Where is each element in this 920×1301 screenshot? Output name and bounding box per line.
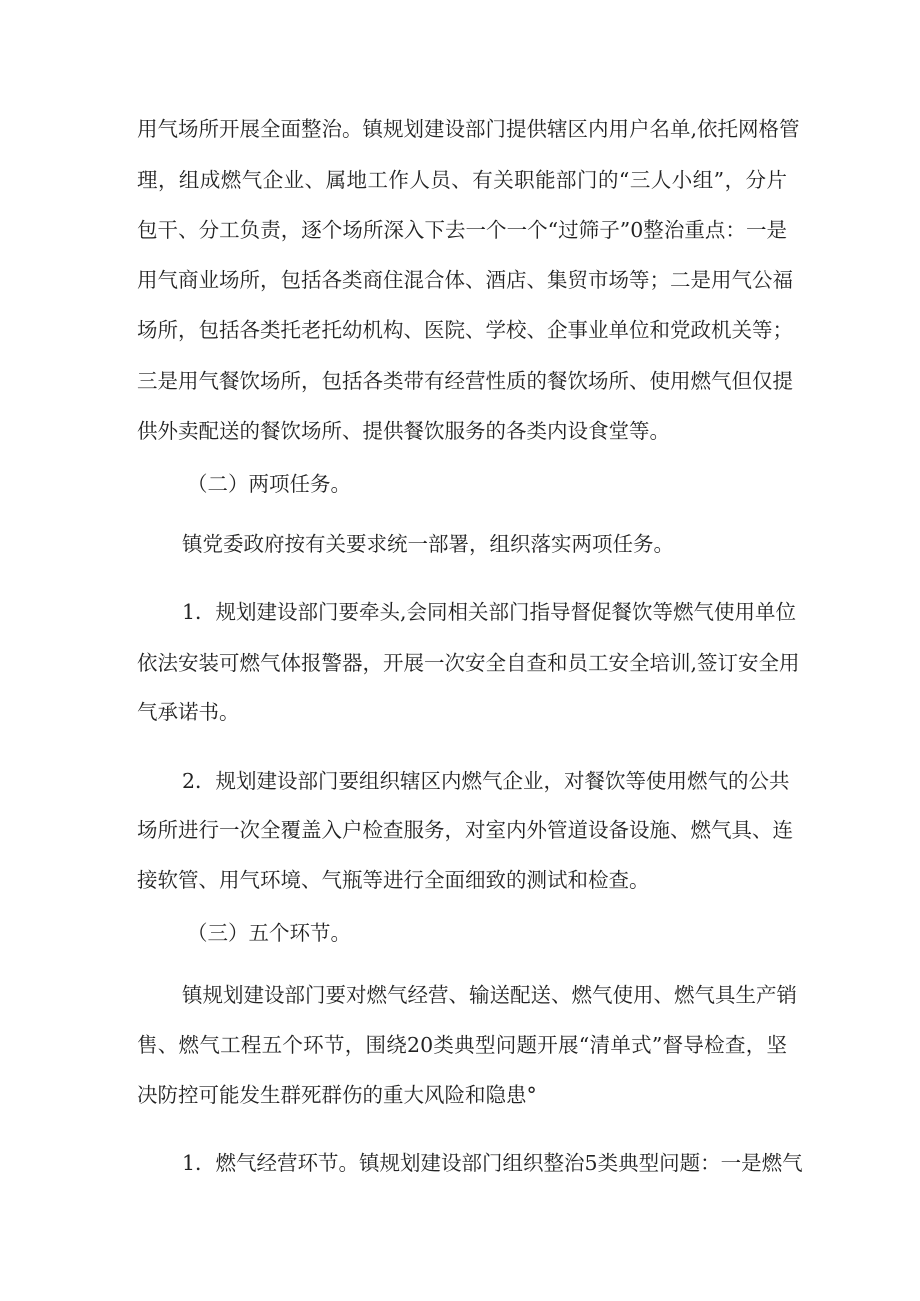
paragraph-line: 用气场所开展全面整治。镇规划建设部门提供辖区内用户名单,依托网格管 [137,117,800,141]
paragraph-line: 场所进行一次全覆盖入户检查服务，对室内外管道设备设施、燃气具、连 [137,818,793,842]
paragraph-line: 镇党委政府按有关要求统一部署，组织落实两项任务。 [182,532,674,556]
paragraph-line: 理，组成燃气企业、属地工作人员、有关职能部门的“三人小组”，分片 [137,168,787,192]
paragraph-line: 用气商业场所，包括各类商住混合体、酒店、集贸市场等；二是用气公福 [137,268,793,292]
paragraph-line: 场所，包括各类托老托幼机构、医院、学校、企事业单位和党政机关等； [137,318,793,342]
paragraph-line: 接软管、用气环境、气瓶等进行全面细致的测试和检查。 [137,868,650,892]
paragraph-line: 1．燃气经营环节。镇规划建设部门组织整治5类典型问题：一是燃气 [182,1151,803,1175]
paragraph-line: 2．规划建设部门要组织辖区内燃气企业，对餐饮等使用燃气的公共 [182,769,790,793]
paragraph-line: 1．规划建设部门要牵头,会同相关部门指导督促餐饮等燃气使用单位 [182,600,797,624]
paragraph-line: 依法安装可燃气体报警器，开展一次安全自查和员工安全培训,签订安全用 [137,651,800,675]
paragraph-line: 镇规划建设部门要对燃气经营、输送配送、燃气使用、燃气具生产销 [182,983,797,1007]
section-heading: （二）两项任务。 [187,472,351,496]
paragraph-line: 三是用气餐饮场所，包括各类带有经营性质的餐饮场所、使用燃气但仅提 [137,369,793,393]
section-heading: （三）五个环节。 [187,921,351,945]
paragraph-line: 气承诺书。 [137,700,240,724]
paragraph-line: 包干、分工负责，逐个场所深入下去一个一个“过筛子”0整治重点：一是 [137,218,787,242]
paragraph-line: 供外卖配送的餐饮场所、提供餐饮服务的各类内设食堂等。 [137,419,670,443]
paragraph-line: 决防控可能发生群死群伤的重大风险和隐患° [137,1083,537,1107]
paragraph-line: 售、燃气工程五个环节，围绕20类典型问题开展“清单式”督导检查，坚 [137,1033,787,1057]
